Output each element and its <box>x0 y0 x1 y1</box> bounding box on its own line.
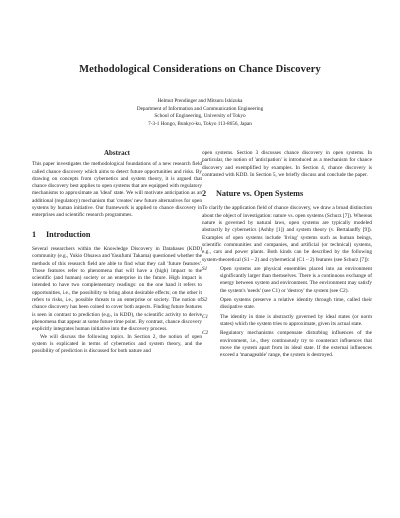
section-title: Introduction <box>46 229 91 239</box>
right-column <box>202 150 372 361</box>
left-column <box>32 150 202 355</box>
definition-item <box>202 330 372 359</box>
section-number: 2 <box>202 189 207 199</box>
definition-label: S2 <box>202 297 208 304</box>
intro-paragraph-1: Several researchers within the Knowledge Discovery in Databases (KDD) community (e.g., Yukio Ohsawa and Yasufumi Takama) questioned whether the methods of this research field are able to find what they call 'future features'. Those features refer to phenomena that will have a (high) impact to the scientific (and human) society or an enterprise in the future. High impact is intended to have two complementary readings: on the one hand it refers to opportunities, i.e., the possibility to bring about desirable effects; on the other it refers to risks, i.e., possible threats to an enterprise or society. The notion of chance discovery has been coined to cover both aspects. Finding future features is seen in contrast to prediction (e.g., in KDD), the scientific activity to derive phenomena that appear at some future time point. By contrast, chance discovery explicitly integrates human initiative into the discovery process. <box>32 245 202 333</box>
definition-text: Open systems preserve a relative identity through time, called their dissipative state. <box>220 297 372 311</box>
section-2-heading <box>202 190 372 197</box>
intro-paragraph-continued: open systems. Section 3 discusses chance discovery in open systems. In particular, the notion of 'anticipation' is introduced as a mechanism for chance discovery and exemplified by examples. In Section 4, chance discovery is contrasted with KDD. In Section 5, we briefly discuss and conclude the paper. <box>202 150 372 178</box>
definition-item <box>202 266 372 295</box>
definition-label: S1 <box>202 265 208 272</box>
definition-item <box>202 297 372 312</box>
author-address: 7-3-1 Hongo, Bunkyo-ku, Tokyo 113-8656, Japan <box>148 120 252 127</box>
author-names: Helmut Prendinger and Mitsuru Ishizuka <box>157 98 243 104</box>
paper-title: Methodological Considerations on Chance Discovery <box>79 64 321 75</box>
section-2-paragraph: To clarify the application field of chance discovery, we draw a broad distinction about the object of investigation: nature vs. open systems (Schurz [7]). Whereas nature is governed by natural laws, open systems are typically modeled abstractly by cybernetics (Ashby [1]) and system theory (v. Bertalanffy [9]). Examples of open systems include 'living' systems such as human beings, scientific communities and companies, and artificial (or technical) systems, e.g., cars and power plants. Both kinds can be described by the following system-theoretical (S1 – 2) and cybernetical (C1 – 2) features (see Schurz [7]): <box>202 205 372 263</box>
definition-label: C1 <box>202 313 209 320</box>
author-school: School of Engineering, University of Tokyo <box>154 113 246 120</box>
abstract-text: This paper investigates the methodological foundations of a new research field called chance discovery which aims to detect future opportunities and risks. By drawing on concepts from cybernetics and system theory, it is argued that chance discovery best applies to open systems that are equipped with regulatory mechanisms to approximate an 'ideal' state. We will motivate anticipation as an additional (regulatory) mechanism that 'creates' new future alternatives for open systems by human initiative. Our framework is applied to chance discovery in enterprises and scientific research programmes. <box>32 161 202 219</box>
intro-paragraph-2: We will discuss the following topics. In Section 2, the notion of open system is explicated in terms of cybernetics and system theory, and the possibility of prediction is discussed for both nature and <box>32 333 202 355</box>
section-number: 1 <box>32 229 37 239</box>
feature-definition-list <box>202 266 372 360</box>
author-block <box>0 98 400 128</box>
definition-text: The identity in time is abstractly governed by ideal states (or norm states) which the system tries to approximate, given its actual state. <box>220 313 372 327</box>
section-title: Nature vs. Open Systems <box>216 189 304 199</box>
section-1-heading <box>32 231 202 238</box>
definition-text: Open systems are physical ensembles placed into an environment significantly larger than themselves. There is a continuous exchange of energy between system and environment. The environment may satisfy the system's 'needs' (see C1) or 'destroy' the system (see C2). <box>220 265 372 294</box>
abstract-heading: Abstract <box>103 149 131 157</box>
definition-item <box>202 314 372 329</box>
definition-label: C2 <box>202 330 209 337</box>
author-department: Department of Information and Communication Engineering <box>136 105 264 112</box>
definition-text: Regulatory mechanisms compensate disturbing influences of the environment, i.e., they continuously try to counteract influences that move the system apart from its ideal state. If the external influences exceed a 'manageable' range, the system is destroyed. <box>220 330 372 359</box>
